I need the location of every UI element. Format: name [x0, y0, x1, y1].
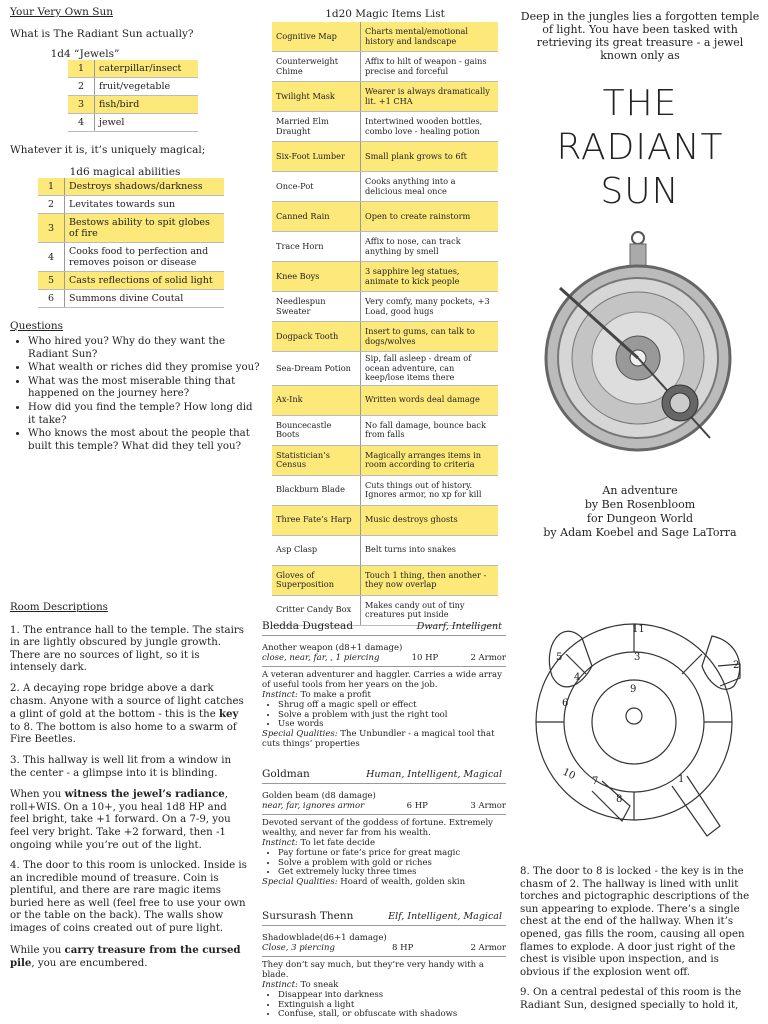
magic-item-row: [272, 112, 498, 142]
monster-tags: Human, Intelligent, Magical: [366, 769, 502, 780]
monster-armor: 2 Armor: [470, 942, 506, 953]
rooms-heading: Room Descriptions: [10, 602, 108, 613]
monster-stats-row: [262, 654, 506, 668]
magic-item-desc: Belt turns into snakes: [361, 535, 499, 565]
room-2: 2. A decaying rope bridge above a dark chasm. Anyone with a source of light catches a glint of gold at the bottom - this is the key to 8. The bottom is also home to a swarm of Fire Beetles.: [10, 682, 244, 746]
sq-text: The Unbundler - a magical tool that cuts things’ properties: [262, 729, 495, 749]
room-8: 8. The door to 8 is locked - the key is in the chasm of 2. The hallway is lined with unlit torches and pictographic descriptions of the sun appearing to explode. There’s a single chest at the end of the hallway. When it’s opened, gas fills the room, causing all open flames to explode. A door just right of the chest is visible upon inspection, and is obvious if the explosion went off.: [520, 866, 750, 978]
credits: [520, 484, 760, 540]
monster-name: Sursurash Thenn: [262, 910, 354, 922]
magic-item-desc: Very comfy, many pockets, +3 Load, good hugs: [361, 292, 499, 322]
monster-hp: 6 HP: [406, 800, 428, 811]
roll-number: 3: [68, 96, 95, 114]
ability-row: [38, 214, 224, 243]
magic-item-row: [272, 505, 498, 535]
magic-item-row: [272, 385, 498, 415]
map-label: 8: [616, 794, 623, 805]
magic-item-row: [272, 22, 498, 52]
monster-goldman: [262, 770, 506, 888]
monster-description: [262, 819, 506, 888]
roll-result: Levitates towards sun: [65, 196, 225, 214]
magic-item-row: [272, 415, 498, 445]
monster-move: • Use words: [278, 720, 506, 730]
monster-armor: 3 Armor: [470, 800, 506, 811]
magic-item-name: Counterweight Chime: [272, 52, 361, 82]
magic-item-name: Asp Clasp: [272, 535, 361, 565]
monster-header: [262, 912, 506, 926]
magic-item-desc: Affix to nose, can track anything by smell: [361, 232, 499, 262]
magic-item-desc: No fall damage, bounce back from falls: [361, 415, 499, 445]
jewel-row: [68, 114, 198, 132]
roll-result: Casts reflections of solid light: [65, 272, 225, 290]
monster-armor: 2 Armor: [470, 652, 506, 663]
roll-result: fruit/vegetable: [95, 78, 199, 96]
magic-item-desc: Cuts things out of history. Ignores armor, no xp for kill: [361, 475, 499, 505]
room-3: 3. This hallway is well lit from a window in the center - a glimpse into it is blinding.: [10, 754, 232, 779]
questions-heading: Questions: [10, 320, 64, 332]
monster-tags: Dwarf, Intelligent: [416, 621, 502, 632]
monster-range: close, near, far, , 1 piercing: [262, 652, 380, 663]
magic-item-row: [272, 142, 498, 172]
monster-special-qualities: [262, 730, 506, 750]
monster-move: • Get extremely lucky three times: [278, 868, 506, 878]
intro-text: Deep in the jungles lies a forgotten temple of light. You have been tasked with retrieving its great treasure - a jewel known only as: [520, 10, 760, 62]
instinct-text: To make a profit: [297, 689, 371, 700]
magic-item-desc: Charts mental/emotional history and landscape: [361, 22, 499, 52]
room-descriptions-right: [520, 866, 760, 1021]
roll-result: Summons divine Coutal: [65, 290, 225, 308]
roll-result: caterpillar/insect: [95, 60, 199, 78]
ability-row: [38, 272, 224, 290]
magic-item-row: [272, 172, 498, 202]
magic-item-name: Sea-Dream Potion: [272, 352, 361, 386]
magic-item-name: Bouncecastle Boots: [272, 415, 361, 445]
monster-moves: [262, 701, 506, 730]
room-descriptions: [10, 602, 248, 979]
move-radiance: When you witness the jewel’s radiance, roll+WIS. On a 10+, you heal 1d8 HP and feel bright, take +1 forward. On a 7-9, you feel very bright. Take +2 forward, then -1 ongoing while you’re out of the light.: [10, 788, 231, 851]
magic-item-desc: Wearer is always dramatically lit. +1 CHA: [361, 82, 499, 112]
magic-items-table: [272, 22, 498, 626]
sq-label: Special Qualities:: [262, 729, 338, 740]
ability-row: [38, 243, 224, 272]
question-item: • Who knows the most about the people that built this temple? What did they tell you?: [28, 428, 260, 453]
question-text: What is The Radiant Sun actually?: [10, 28, 194, 40]
roll-result: jewel: [95, 114, 199, 132]
section-heading-sun: Your Very Own Sun: [10, 6, 113, 18]
magic-item-row: [272, 352, 498, 386]
magic-item-desc: Magically arranges items in room according to criteria: [361, 445, 499, 475]
monster-desc-text: Devoted servant of the goddess of fortune. Extremely wealthy, and never far from his wealth.: [262, 818, 493, 839]
monster-stats-row: [262, 944, 506, 958]
map-label: 3: [634, 652, 641, 663]
ability-row: [38, 178, 224, 196]
magic-item-row: [272, 82, 498, 112]
magic-item-desc: Sip, fall asleep - dream of ocean adventure, can keep/lose items there: [361, 352, 499, 386]
monster-desc-text: They don’t say much, but they’re very handy with a blade.: [262, 960, 484, 981]
magic-item-row: [272, 565, 498, 595]
astrolabe-illustration: [540, 228, 740, 464]
magic-item-row: [272, 445, 498, 475]
map-label: 9: [630, 684, 637, 695]
map-label: 4: [574, 672, 581, 683]
monster-header: [262, 770, 506, 784]
magic-item-row: [272, 232, 498, 262]
monster-range: Close, 3 piercing: [262, 942, 335, 953]
roll-number: 4: [38, 243, 65, 272]
magic-item-desc: Written words deal damage: [361, 385, 499, 415]
monster-move: • Disappear into darkness: [278, 991, 506, 1001]
magic-item-name: Cognitive Map: [272, 22, 361, 52]
magic-item-row: [272, 292, 498, 322]
magic-items-title: 1d20 Magic Items List: [325, 8, 445, 20]
monster-name: Goldman: [262, 768, 310, 780]
whatever-text: Whatever it is, it’s uniquely magical;: [10, 144, 206, 156]
ability-row: [38, 196, 224, 214]
magic-item-name: Ax-Ink: [272, 385, 361, 415]
monster-attack: Golden beam (d8 damage): [262, 790, 376, 801]
magic-item-name: Once-Pot: [272, 172, 361, 202]
magic-item-name: Gloves of Superposition: [272, 565, 361, 595]
sq-label: Special Qualities:: [262, 877, 338, 888]
magic-item-name: Dogpack Tooth: [272, 322, 361, 352]
magic-item-desc: Touch 1 thing, then another - they now overlap: [361, 565, 499, 595]
magic-item-desc: Cooks anything into a delicious meal once: [361, 172, 499, 202]
magic-item-row: [272, 475, 498, 505]
move-cursed-pile: While you carry treasure from the cursed pile, you are encumbered.: [10, 943, 241, 970]
monster-name: Bledda Dugstead: [262, 620, 354, 632]
monster-special-qualities: [262, 878, 506, 888]
adventure-title: [520, 82, 760, 214]
magic-item-desc: 3 sapphire leg statues, animate to kick people: [361, 262, 499, 292]
monster-attack: Shadowblade(d6+1 damage): [262, 932, 387, 943]
magic-item-row: [272, 535, 498, 565]
map-label: 6: [562, 698, 569, 709]
roll-result: Bestows ability to spit globes of fire: [65, 214, 225, 243]
magic-item-name: Three Fate’s Harp: [272, 505, 361, 535]
monster-move: • Solve a problem with just the right tool: [278, 711, 506, 721]
jewel-row: [68, 60, 198, 78]
monster-move: • Solve a problem with gold or riches: [278, 859, 506, 869]
jewels-title: 1d4 “Jewels”: [50, 48, 120, 60]
magic-item-name: Statistician’s Census: [272, 445, 361, 475]
monster-sursurash: [262, 912, 506, 1020]
monster-move: • Pay fortune or fate’s price for great magic: [278, 849, 506, 859]
monster-description: [262, 671, 506, 749]
magic-item-name: Blackburn Blade: [272, 475, 361, 505]
magic-item-desc: Open to create rainstorm: [361, 202, 499, 232]
instinct-label: Instinct:: [262, 689, 298, 700]
map-label: 1: [678, 774, 685, 785]
credit-line: by Adam Koebel and Sage LaTorra: [543, 526, 737, 539]
roll-number: 1: [38, 178, 65, 196]
map-label: 10: [560, 766, 577, 783]
magic-item-name: Twilight Mask: [272, 82, 361, 112]
jewel-row: [68, 78, 198, 96]
abilities-title: 1d6 magical abilities: [69, 166, 181, 178]
magic-item-row: [272, 262, 498, 292]
question-item: • What wealth or riches did they promise you?: [28, 362, 260, 375]
ability-row: [38, 290, 224, 308]
roll-number: 1: [68, 60, 95, 78]
credit-line: for Dungeon World: [586, 512, 694, 525]
roll-result: fish/bird: [95, 96, 199, 114]
jewel-row: [68, 96, 198, 114]
magic-item-row: [272, 322, 498, 352]
magic-item-name: Married Elm Draught: [272, 112, 361, 142]
question-item: • Who hired you? Why do they want the Radiant Sun?: [28, 336, 260, 361]
monster-desc-text: A veteran adventurer and haggler. Carries a wide array of useful tools from her years on the job.: [262, 670, 502, 691]
roll-number: 2: [68, 78, 95, 96]
roll-result: Destroys shadows/darkness: [65, 178, 225, 196]
monster-hp: 10 HP: [411, 652, 439, 663]
magic-item-name: Trace Horn: [272, 232, 361, 262]
map-label: 11: [632, 624, 645, 635]
magic-items: [272, 8, 498, 626]
temple-map: [522, 606, 762, 856]
monster-move: • Confuse, stall, or obfuscate with shadows: [278, 1010, 506, 1020]
magic-item-name: Needlespun Sweater: [272, 292, 361, 322]
monster-stats-row: [262, 802, 506, 816]
title-line: THE: [602, 83, 678, 124]
magic-item-desc: Makes candy out of tiny creatures put inside: [361, 595, 499, 625]
instinct-label: Instinct:: [262, 979, 298, 990]
monster-move: • Extinguish a light: [278, 1001, 506, 1011]
monster-header: [262, 622, 506, 636]
question-item: • What was the most miserable thing that happened on the journey here?: [28, 376, 260, 401]
magic-item-name: Critter Candy Box: [272, 595, 361, 625]
magic-item-row: [272, 202, 498, 232]
instinct-text: To let fate decide: [297, 837, 376, 848]
roll-number: 4: [68, 114, 95, 132]
jewels-table: [68, 60, 198, 132]
room-9: 9. On a central pedestal of this room is the Radiant Sun, designed specially to hold it,: [520, 987, 742, 1011]
monster-range: near, far, ignores armor: [262, 800, 365, 811]
monster-move: • Shrug off a magic spell or effect: [278, 701, 506, 711]
question-item: • How did you find the temple? How long did it take?: [28, 402, 260, 427]
title-line: RADIANT: [556, 127, 724, 168]
map-label: 2: [733, 660, 740, 671]
monster-attack: Another weapon (d8+1 damage): [262, 642, 403, 653]
monster-bledda: [262, 622, 506, 750]
abilities-table: [38, 178, 224, 308]
magic-item-desc: Music destroys ghosts: [361, 505, 499, 535]
sq-text: Hoard of wealth, golden skin: [337, 877, 466, 888]
instinct-text: To sneak: [297, 979, 339, 990]
monster-tags: Elf, Intelligent, Magical: [388, 911, 502, 922]
roll-number: 3: [38, 214, 65, 243]
magic-item-desc: Intertwined wooden bottles, combo love - healing potion: [361, 112, 499, 142]
credit-line: by Ben Rosenbloom: [584, 498, 696, 511]
questions-list: [10, 336, 260, 453]
monster-hp: 8 HP: [392, 942, 414, 953]
roll-result: Cooks food to perfection and removes poison or disease: [65, 243, 225, 272]
magic-item-desc: Affix to hilt of weapon - gains precise and forceful: [361, 52, 499, 82]
magic-item-desc: Small plank grows to 6ft: [361, 142, 499, 172]
magic-item-row: [272, 52, 498, 82]
room-1: 1. The entrance hall to the temple. The stairs in are lightly obscured by jungle growth. There are no sources of light, so it is intensely dark.: [10, 624, 244, 674]
magic-item-name: Canned Rain: [272, 202, 361, 232]
magic-item-name: Knee Boys: [272, 262, 361, 292]
roll-number: 5: [38, 272, 65, 290]
room-4: 4. The door to this room is unlocked. Inside is an incredible mound of treasure. Coin is plentiful, and there are rare magic items buried here as well (feel free to use your own or the table on the back). The walls show images of coins created out of pure light.: [10, 860, 247, 935]
monster-description: [262, 961, 506, 1020]
monster-moves: [262, 849, 506, 878]
monster-moves: [262, 991, 506, 1020]
map-label: 5: [556, 652, 563, 663]
roll-number: 6: [38, 290, 65, 308]
credit-line: An adventure: [602, 484, 678, 497]
magic-item-name: Six-Foot Lumber: [272, 142, 361, 172]
ring-icon: [632, 232, 644, 244]
left-column: [10, 6, 260, 454]
magic-item-desc: Insert to gums, can talk to dogs/wolves: [361, 322, 499, 352]
roll-number: 2: [38, 196, 65, 214]
map-label: 7: [592, 776, 599, 787]
title-line: SUN: [600, 171, 680, 212]
instinct-label: Instinct:: [262, 837, 298, 848]
